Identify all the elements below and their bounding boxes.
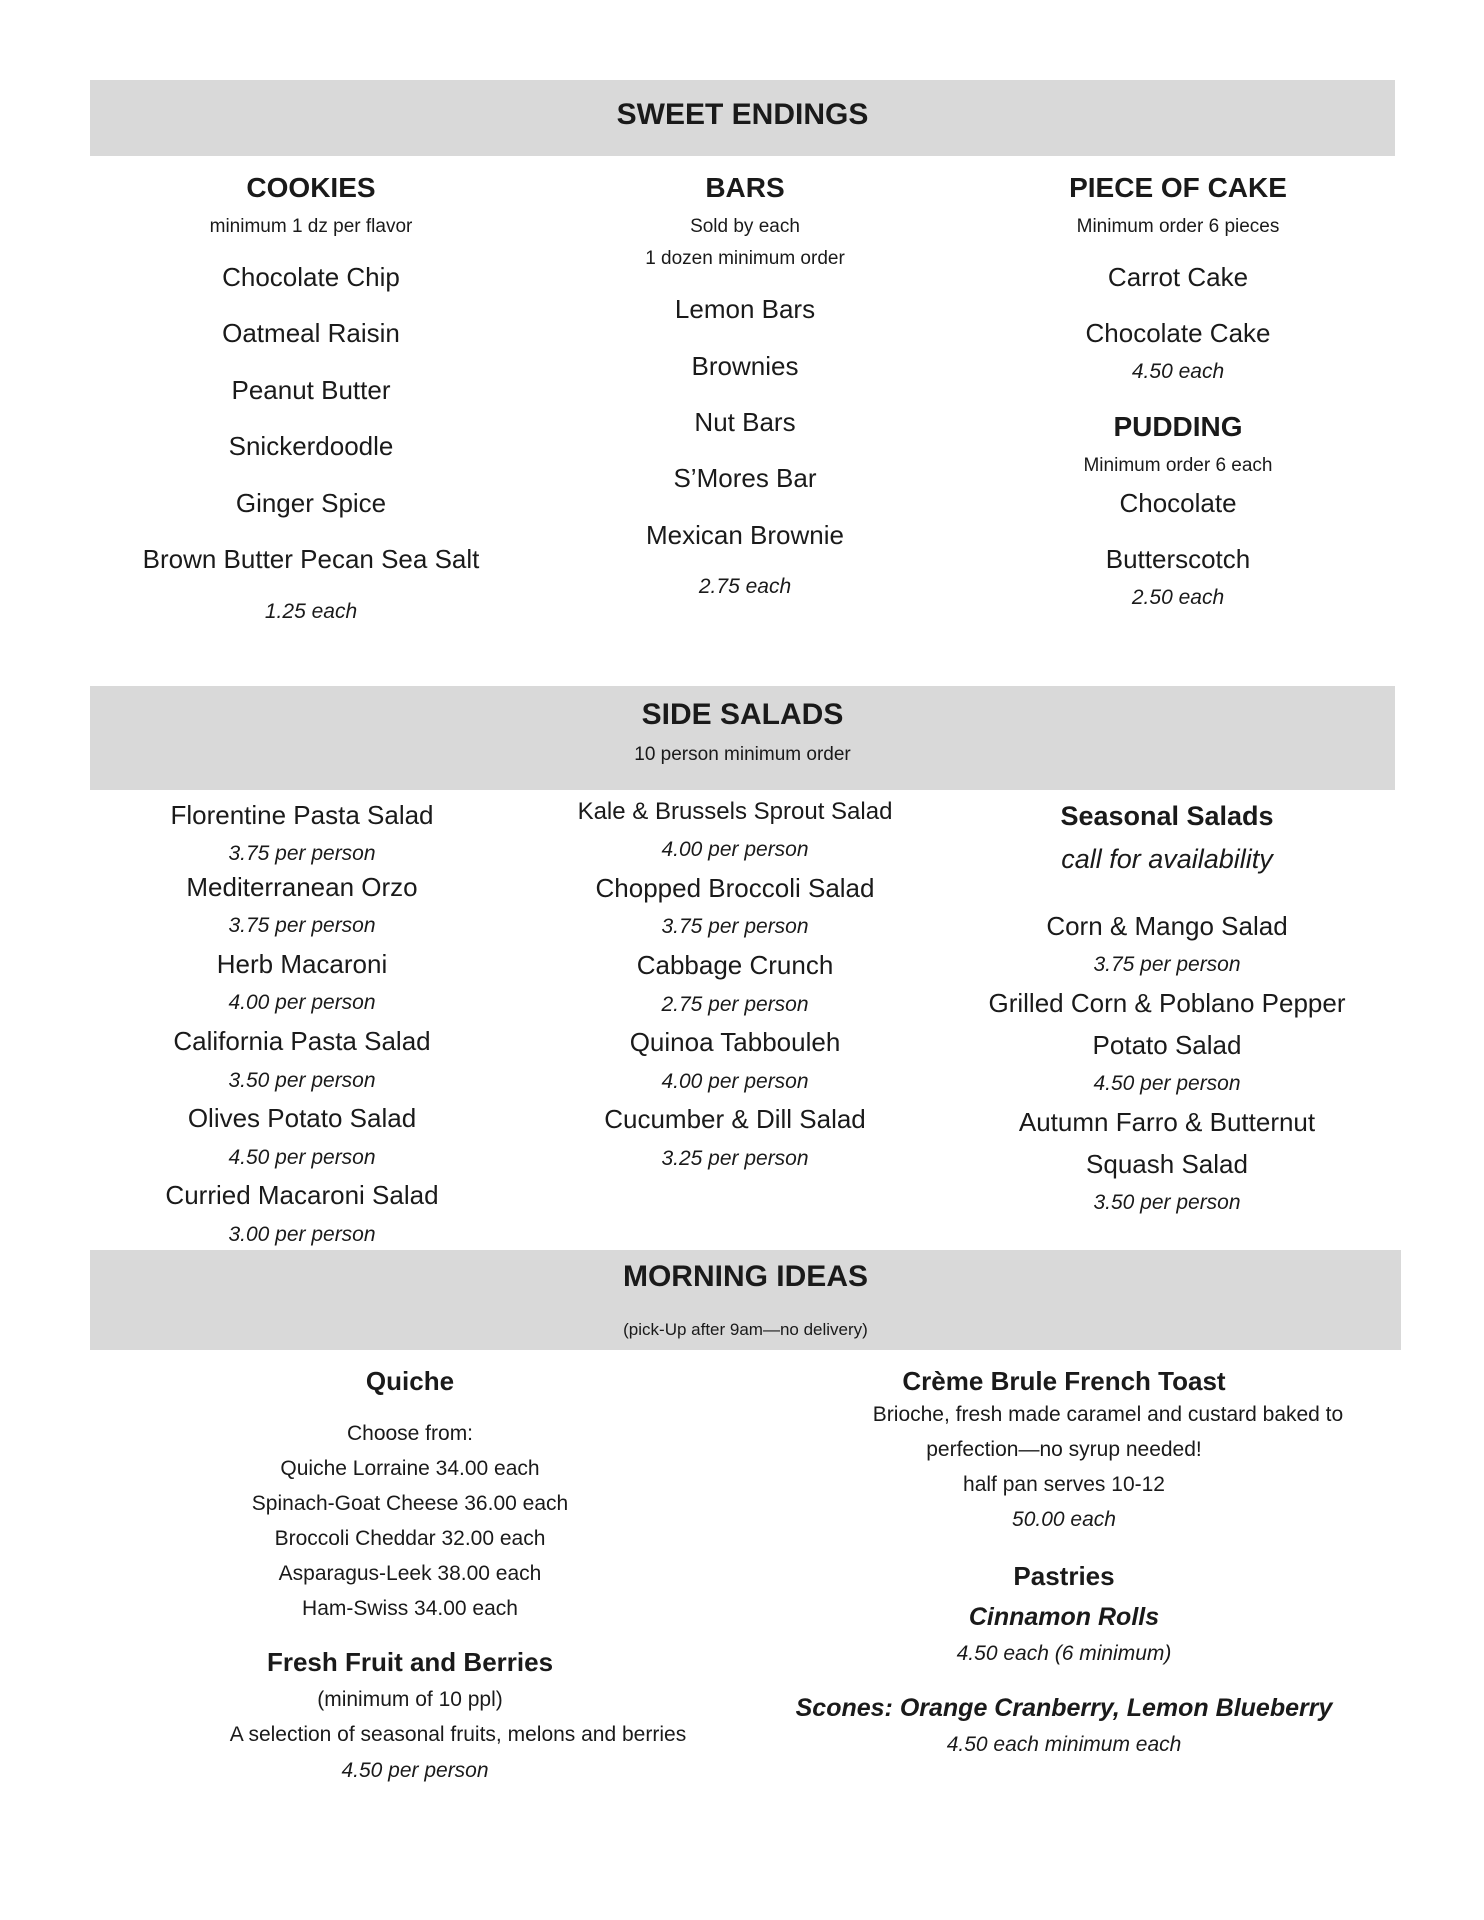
scones-price: 4.50 each minimum each bbox=[946, 1733, 1182, 1756]
salad-price: 3.75 per person bbox=[228, 914, 376, 937]
fruit-note: (minimum of 10 ppl) bbox=[317, 1688, 503, 1711]
salad-price: 3.00 per person bbox=[228, 1223, 376, 1246]
pudding-item: Chocolate bbox=[1119, 488, 1237, 518]
salad-name: Autumn Farro & Butternut bbox=[1018, 1107, 1316, 1137]
salad-price: 3.75 per person bbox=[228, 842, 376, 865]
fruit-heading: Fresh Fruit and Berries bbox=[266, 1647, 554, 1677]
salad-price: 4.50 per person bbox=[1093, 1072, 1241, 1095]
seasonal-heading: Seasonal Salads bbox=[1060, 801, 1274, 831]
fruit-price: 4.50 per person bbox=[341, 1759, 489, 1782]
cookie-item: Oatmeal Raisin bbox=[222, 318, 400, 348]
side-salads-subtitle: 10 person minimum order bbox=[634, 744, 851, 765]
salad-name: Florentine Pasta Salad bbox=[170, 800, 434, 830]
salad-name: Chopped Broccoli Salad bbox=[595, 873, 875, 903]
salad-name: Mediterranean Orzo bbox=[186, 872, 418, 902]
cookie-item: Chocolate Chip bbox=[222, 262, 400, 292]
salad-name: Grilled Corn & Poblano Pepper bbox=[988, 988, 1346, 1018]
side-salads-title: SIDE SALADS bbox=[641, 698, 844, 731]
french-toast-heading: Crème Brule French Toast bbox=[902, 1366, 1226, 1396]
cinnamon-rolls: Cinnamon Rolls bbox=[968, 1603, 1160, 1631]
quiche-option: Broccoli Cheddar 32.00 each bbox=[274, 1527, 546, 1550]
salad-price: 2.75 per person bbox=[661, 993, 809, 1016]
salad-name: Cabbage Crunch bbox=[636, 950, 834, 980]
french-toast-description: Brioche, fresh made caramel and custard baked to bbox=[872, 1403, 1344, 1426]
quiche-option: Ham-Swiss 34.00 each bbox=[302, 1597, 518, 1620]
salad-price: 4.00 per person bbox=[228, 991, 376, 1014]
salad-price: 3.75 per person bbox=[661, 915, 809, 938]
bars-note: 1 dozen minimum order bbox=[645, 248, 845, 269]
salad-price: 4.00 per person bbox=[661, 1070, 809, 1093]
seasonal-availability: call for availability bbox=[1061, 844, 1273, 874]
cake-note: Minimum order 6 pieces bbox=[1076, 216, 1280, 237]
cookie-item: Snickerdoodle bbox=[228, 431, 394, 461]
salad-price: 3.25 per person bbox=[661, 1147, 809, 1170]
pudding-item: Butterscotch bbox=[1105, 544, 1251, 574]
cake-heading: PIECE OF CAKE bbox=[1069, 172, 1287, 203]
salad-name: Corn & Mango Salad bbox=[1046, 911, 1288, 941]
salad-price: 3.50 per person bbox=[1093, 1191, 1241, 1214]
fruit-description: A selection of seasonal fruits, melons and berries bbox=[229, 1723, 687, 1746]
morning-ideas-header bbox=[90, 1250, 1401, 1350]
scones: Scones: Orange Cranberry, Lemon Blueberry bbox=[795, 1694, 1333, 1722]
quiche-option: Asparagus-Leek 38.00 each bbox=[278, 1562, 542, 1585]
bar-item: Nut Bars bbox=[694, 407, 796, 437]
sweet-endings-title: SWEET ENDINGS bbox=[616, 98, 869, 131]
quiche-option: Quiche Lorraine 34.00 each bbox=[280, 1457, 540, 1480]
bars-note: Sold by each bbox=[690, 216, 800, 237]
pudding-note: Minimum order 6 each bbox=[1083, 455, 1273, 476]
quiche-intro: Choose from: bbox=[346, 1422, 474, 1445]
sweet-endings-header bbox=[90, 80, 1395, 156]
morning-ideas-subtitle: (pick-Up after 9am—no delivery) bbox=[623, 1320, 868, 1339]
salad-name: California Pasta Salad bbox=[173, 1026, 431, 1056]
bars-price: 2.75 each bbox=[698, 575, 792, 598]
quiche-heading: Quiche bbox=[365, 1366, 455, 1396]
side-salads-header bbox=[90, 686, 1395, 790]
morning-ideas-title: MORNING IDEAS bbox=[622, 1260, 868, 1293]
salad-price: 4.50 per person bbox=[228, 1146, 376, 1169]
pastries-heading: Pastries bbox=[1013, 1561, 1115, 1591]
bar-item: S’Mores Bar bbox=[673, 463, 817, 493]
salad-price: 3.50 per person bbox=[228, 1069, 376, 1092]
salad-name: Herb Macaroni bbox=[216, 949, 388, 979]
cookies-note: minimum 1 dz per flavor bbox=[209, 216, 413, 237]
bars-heading: BARS bbox=[705, 172, 785, 203]
salad-price: 3.75 per person bbox=[1093, 953, 1241, 976]
cookie-item: Ginger Spice bbox=[235, 488, 387, 518]
french-toast-serves: half pan serves 10-12 bbox=[963, 1473, 1165, 1496]
french-toast-price: 50.00 each bbox=[1012, 1508, 1116, 1531]
cake-price: 4.50 each bbox=[1131, 360, 1225, 383]
cake-item: Carrot Cake bbox=[1107, 262, 1249, 292]
salad-name: Squash Salad bbox=[1086, 1149, 1248, 1179]
cookies-heading: COOKIES bbox=[246, 172, 376, 203]
quiche-option: Spinach-Goat Cheese 36.00 each bbox=[251, 1492, 569, 1515]
bar-item: Mexican Brownie bbox=[646, 520, 844, 550]
bar-item: Brownies bbox=[691, 351, 799, 381]
cake-item: Chocolate Cake bbox=[1085, 318, 1271, 348]
salad-name: Olives Potato Salad bbox=[187, 1103, 417, 1133]
cinnamon-rolls-price: 4.50 each (6 minimum) bbox=[956, 1642, 1172, 1665]
pudding-heading: PUDDING bbox=[1113, 411, 1243, 442]
french-toast-description: perfection—no syrup needed! bbox=[926, 1438, 1202, 1461]
cookie-item: Peanut Butter bbox=[231, 375, 391, 405]
salad-price: 4.00 per person bbox=[661, 838, 809, 861]
salad-name: Kale & Brussels Sprout Salad bbox=[577, 798, 893, 825]
salad-name: Cucumber & Dill Salad bbox=[604, 1104, 866, 1134]
salad-name: Quinoa Tabbouleh bbox=[629, 1027, 841, 1057]
salad-name: Curried Macaroni Salad bbox=[165, 1180, 439, 1210]
pudding-price: 2.50 each bbox=[1131, 586, 1225, 609]
bar-item: Lemon Bars bbox=[674, 294, 816, 324]
cookie-item: Brown Butter Pecan Sea Salt bbox=[142, 544, 480, 574]
salad-name: Potato Salad bbox=[1092, 1030, 1242, 1060]
cookies-price: 1.25 each bbox=[264, 600, 358, 623]
